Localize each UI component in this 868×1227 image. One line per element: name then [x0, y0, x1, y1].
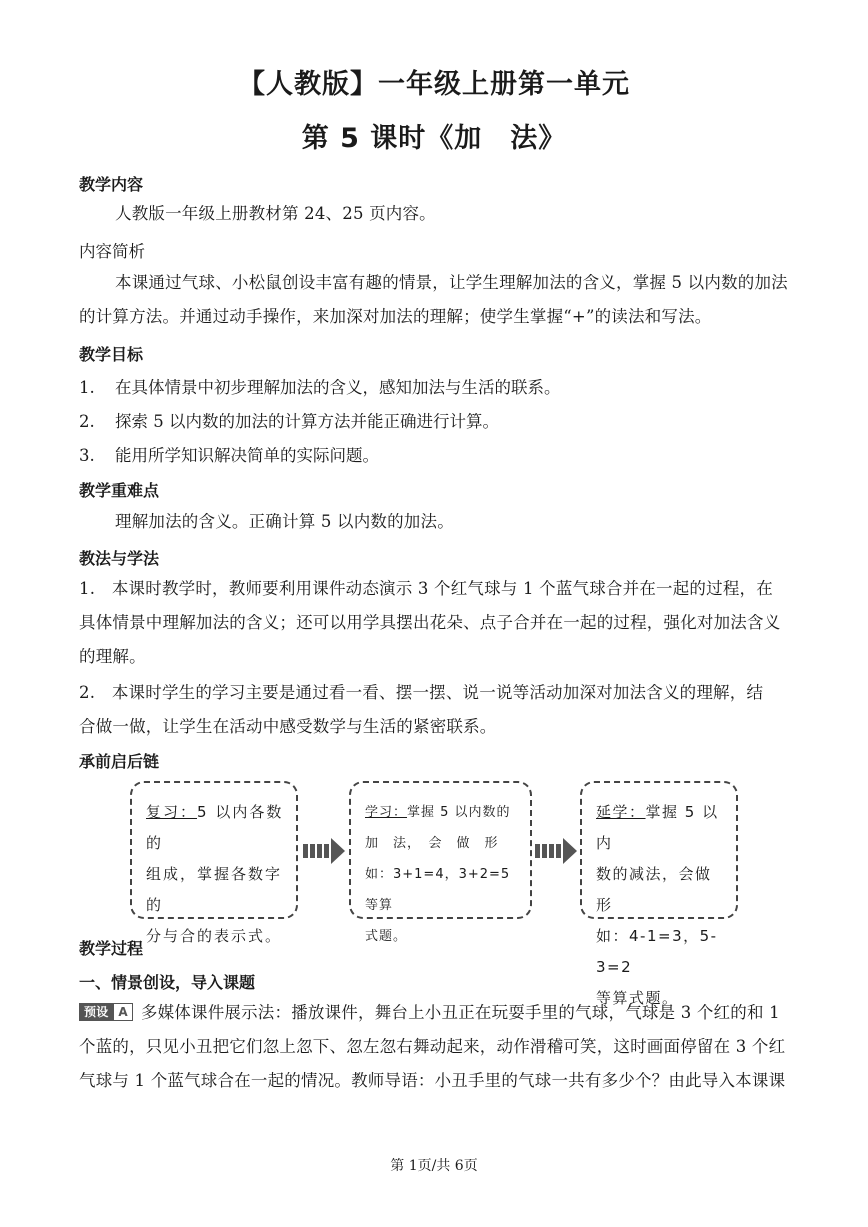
method1-line-2: 具体情景中理解加法的含义；还可以用学具摆出花朵、点子合并在一起的过程，强化对加法含义 — [79, 613, 781, 632]
heading-content: 教学内容 — [79, 175, 144, 194]
heading-goals: 教学目标 — [79, 345, 144, 364]
heading-key-points: 教学重难点 — [79, 481, 160, 500]
review-text: 5 以内各数的 组成，掌握各数字的 分与合的表示式。 — [146, 803, 284, 945]
extend-box-content — [596, 803, 719, 1007]
page-title: 【人教版】一年级上册第一单元 — [238, 69, 630, 100]
page-subtitle: 第 5 课时《加 法》 — [301, 123, 567, 154]
learn-label: 学习： — [365, 805, 408, 820]
extend-text: 掌握 5 以内 数的减法，会做形 如：4-1=3，5-3=2 等算式题。 — [596, 803, 719, 1007]
goal-text: 探索 5 以内数的加法的计算方法并能正确进行计算。 — [115, 412, 499, 431]
step1-line-3: 气球与 1 个蓝气球合在一起的情况。教师导语：小丑手里的气球一共有多少个？由此导入本课课 — [79, 1071, 786, 1090]
page-footer: 第 1页/共 6页 — [390, 1158, 478, 1174]
learn-text: 掌握 5 以内数的 加 法， 会 做 形 如：3+1=4，3+2=5 等算 式题。 — [365, 805, 511, 944]
goal-number: 2. — [79, 412, 95, 431]
step1-line-2: 个蓝的，只见小丑把它们忽上忽下、忽左忽右舞动起来，动作滑稽可笑，这时画面停留在 3 个红 — [79, 1037, 786, 1056]
learn-box — [349, 781, 532, 944]
preset-badge-label: 预设 — [79, 1003, 113, 1021]
flow-arrow-right-icon — [303, 838, 345, 864]
review-label: 复习： — [146, 803, 198, 821]
heading-process: 教学过程 — [79, 939, 144, 958]
analysis-line-1: 本课通过气球、小松鼠创设丰富有趣的情景，让学生理解加法的含义，掌握 5 以内数的加法 — [115, 273, 788, 292]
method2-line-1: 2. 本课时学生的学习主要是通过看一看、摆一摆、说一说等活动加深对加法含义的理解，结 — [79, 683, 764, 702]
extend-label: 延学： — [596, 803, 646, 821]
goal-text: 在具体情景中初步理解加法的含义，感知加法与生活的联系。 — [115, 378, 561, 397]
review-box — [130, 781, 298, 945]
heading-methods: 教法与学法 — [79, 549, 160, 568]
goal-number: 1. — [79, 378, 95, 397]
method2-line-2: 合做一做，让学生在活动中感受数学与生活的紧密联系。 — [79, 717, 497, 736]
goal-item — [79, 442, 379, 466]
analysis-line-2: 的计算方法。并通过动手操作，来加深对加法的理解；使学生掌握“+”的读法和写法。 — [79, 307, 712, 326]
step1-line-1 — [79, 996, 791, 1031]
goal-item — [79, 374, 561, 398]
method1-line-3: 的理解。 — [79, 647, 146, 666]
method1-line-1: 1. 本课时教学时，教师要利用课件动态演示 3 个红气球与 1 个蓝气球合并在一起的过程，在 — [79, 579, 773, 598]
review-box-content — [146, 803, 283, 945]
heading-step-1: 一、情景创设，导入课题 — [79, 973, 256, 992]
learn-box-content — [365, 805, 511, 944]
content-text: 人教版一年级上册教材第 24、25 页内容。 — [115, 204, 436, 223]
goal-text: 能用所学知识解决简单的实际问题。 — [115, 446, 379, 465]
goal-number: 3. — [79, 446, 95, 465]
heading-link-chain: 承前启后链 — [79, 752, 160, 771]
goal-item — [79, 408, 499, 432]
preset-badge — [79, 995, 133, 1029]
key-points-text: 理解加法的含义。正确计算 5 以内数的加法。 — [115, 512, 454, 531]
extend-box — [580, 781, 738, 1007]
step1-line-1-text: 多媒体课件展示法：播放课件，舞台上小丑正在玩耍手里的气球，气球是 3 个红的和 1 — [140, 1003, 780, 1022]
heading-analysis: 内容简析 — [79, 242, 145, 261]
flow-arrow-right-icon — [535, 838, 577, 864]
preset-badge-level: A — [113, 1003, 133, 1021]
